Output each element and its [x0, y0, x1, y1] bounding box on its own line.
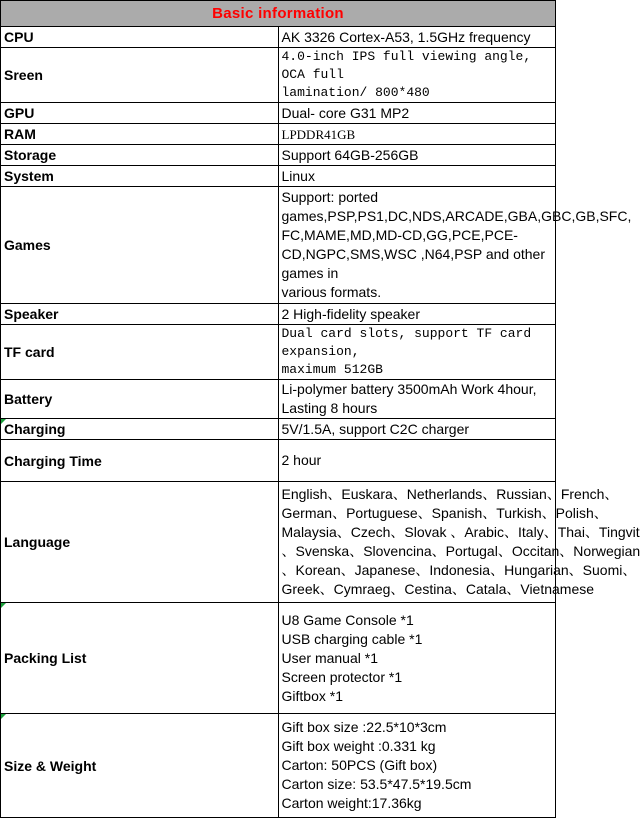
row-value-line: various formats. [281, 284, 382, 300]
row-label: Size & Weight [1, 714, 279, 818]
row-value-line: German、Portuguese、Spanish、Turkish、Polish、 [281, 505, 608, 521]
spec-row-size-weight [1, 714, 556, 818]
row-label: System [1, 166, 279, 187]
row-label: Battery [1, 380, 279, 419]
spec-row-screen [1, 48, 556, 103]
spec-row-charging [1, 419, 556, 440]
row-label: TF card [1, 325, 279, 380]
row-value [278, 603, 556, 714]
spec-row-packing-list [1, 603, 556, 714]
spec-row-charging-time [1, 440, 556, 482]
row-value-line: 4.0-inch IPS full viewing angle, OCA full [281, 49, 532, 82]
spec-row-gpu [1, 103, 556, 124]
table-header-row [1, 1, 556, 27]
row-value-line: CD,NGPC,SMS,WSC ,N64,PSP and other games in [281, 246, 545, 281]
spec-row-tf-card [1, 325, 556, 380]
row-value: Dual- core G31 MP2 [278, 103, 556, 124]
row-value: AK 3326 Cortex-A53, 1.5GHz frequency [278, 27, 556, 48]
row-value-line: maximum 512GB [281, 362, 383, 377]
spec-row-system [1, 166, 556, 187]
row-value [278, 482, 640, 603]
row-label: CPU [1, 27, 279, 48]
row-label: Charging [1, 419, 279, 440]
row-value [278, 714, 556, 818]
spec-row-cpu [1, 27, 556, 48]
table-title: Basic information [1, 1, 556, 27]
row-value [278, 48, 556, 103]
row-value: Linux [278, 166, 556, 187]
spec-row-speaker [1, 304, 556, 325]
row-label: RAM [1, 124, 279, 145]
row-value-line: Support: ported [281, 189, 379, 205]
spec-row-ram [1, 124, 556, 145]
row-value-line: Screen protector *1 [281, 668, 403, 685]
row-value-line: Greek、Cymraeg、Cestina、Catala、Vietnamese [281, 581, 595, 597]
row-label: Storage [1, 145, 279, 166]
row-value-line: games,PSP,PS1,DC,NDS,ARCADE,GBA,GBC,GB,SFC, [281, 208, 632, 224]
row-value-line: Gift box size :22.5*10*3cm [281, 719, 447, 735]
row-label: Charging Time [1, 440, 279, 482]
row-label: Sreen [1, 48, 279, 103]
row-label: Speaker [1, 304, 279, 325]
row-label: Packing List [1, 603, 279, 714]
row-value-line: Giftbox *1 [281, 687, 343, 704]
row-value: 2 hour [278, 440, 556, 482]
row-value: 2 High-fidelity speaker [278, 304, 556, 325]
spec-row-storage [1, 145, 556, 166]
row-value-line: Carton size: 53.5*47.5*19.5cm [281, 776, 472, 792]
row-value: 5V/1.5A, support C2C charger [278, 419, 556, 440]
row-value-line: Malaysia、Czech、Slovak 、Arabic、Italy、Thai、Tingvit [281, 524, 640, 540]
row-value-line: Dual card slots, support TF card expansion, [281, 326, 532, 359]
row-value: Li-polymer battery 3500mAh Work 4hour, Lasting 8 hours [278, 380, 556, 419]
row-value-line: U8 Game Console *1 [281, 611, 414, 628]
row-value [278, 325, 556, 380]
row-value-line: User manual *1 [281, 649, 378, 666]
row-value: Support 64GB-256GB [278, 145, 556, 166]
row-value-line: Carton weight:17.36kg [281, 795, 422, 811]
spec-row-language [1, 482, 556, 603]
row-value-line: 、Korean、Japanese、Indonesia、Hungarian、Suomi、 [281, 562, 637, 578]
row-value-line: lamination/ 800*480 [281, 85, 430, 100]
spec-row-games [1, 187, 556, 304]
row-value [278, 187, 632, 304]
row-value-line: English、Euskara、Netherlands、Russian、French、 [281, 486, 619, 502]
row-value-line: USB charging cable *1 [281, 630, 423, 647]
row-label: Games [1, 187, 279, 304]
spec-row-battery [1, 380, 556, 419]
row-value: LPDDR41GB [278, 124, 556, 145]
row-value-line: FC,MAME,MD,MD-CD,GG,PCE,PCE- [281, 227, 518, 243]
row-value-line: 、Svenska、Slovencina、Portugal、Occitan、Norwegian [281, 543, 640, 559]
row-label: Language [1, 482, 279, 603]
row-label: GPU [1, 103, 279, 124]
row-value-line: Gift box weight :0.331 kg [281, 738, 436, 754]
row-value-line: Carton: 50PCS (Gift box) [281, 757, 438, 773]
